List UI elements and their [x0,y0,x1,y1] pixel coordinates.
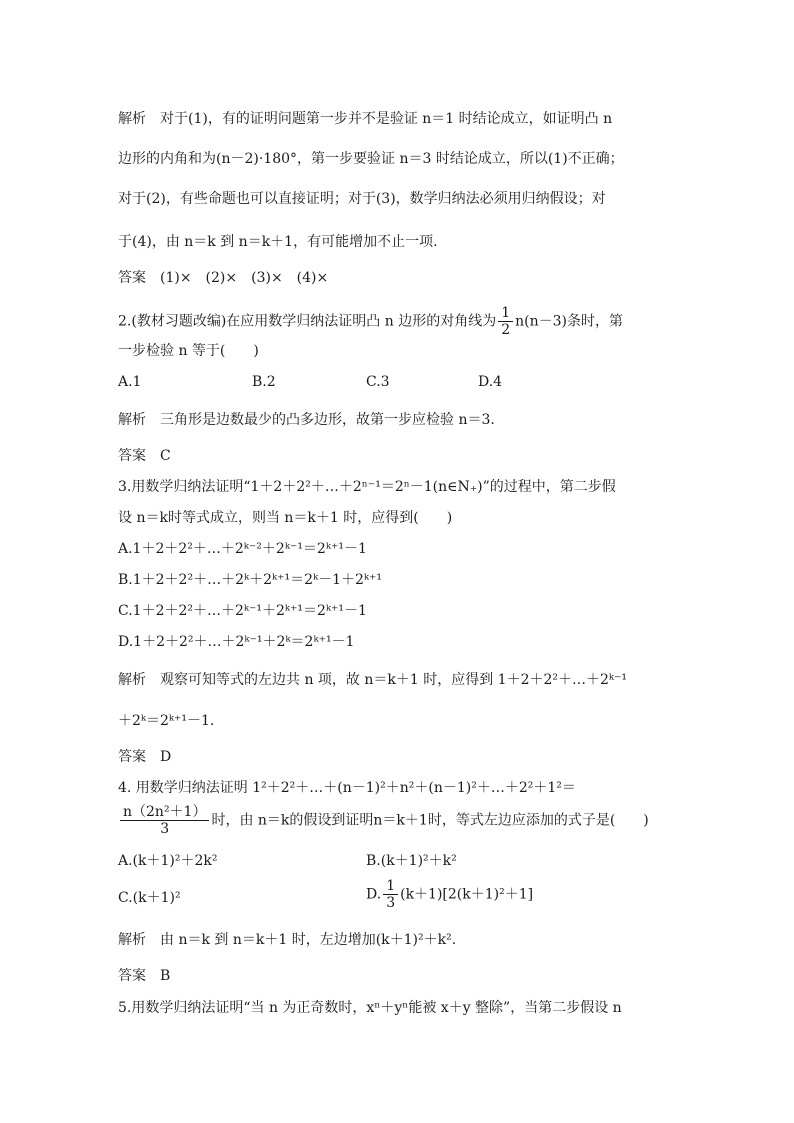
answer-2: 答案 C [118,448,171,464]
q2-option-c: C.3 [366,374,390,390]
fraction-n-2n2-1-over-3: $\frac{\text{n（2n²＋1）}}{3}$ [120,804,209,837]
q4-option-d: D. $\frac{1}{3}$ (k＋1)[2(k＋1)²＋1] [366,878,534,911]
question-2-line-2: 一步检验 n 等于( ) [118,343,259,359]
answer-label: 答案 [118,749,146,765]
answer-4: 答案 B [118,968,171,984]
analysis-2: 解析 三角形是边数最少的凸多边形，故第一步应检验 n＝3. [118,412,495,428]
analysis-1-line-1: 解析 对于(1)，有的证明问题第一步并不是验证 n＝1 时结论成立，如证明凸 n [118,111,613,127]
question-4-line-1: 4. 用数学归纳法证明 1²＋2²＋…＋(n－1)²＋n²＋(n－1)²＋…＋2²＋1²＝ [118,780,576,796]
question-4-line-2: $\frac{\text{n（2n²＋1）}}{3}$ 时，由 n＝k的假设到证明n＝k＋1时，等式左边应添加的式子是( ) [118,804,649,837]
analysis-4: 解析 由 n＝k 到 n＝k＋1 时，左边增加(k＋1)²＋k². [118,932,457,948]
q3-option-a: A.1＋2＋2²＋…＋2ᵏ⁻²＋2ᵏ⁻¹＝2ᵏ⁺¹－1 [118,541,367,557]
fraction-one-third: $\frac{1}{3}$ [383,878,398,911]
question-3-line-2: 设 n＝k时等式成立，则当 n＝k＋1 时，应得到( ) [118,510,453,526]
q3-option-b: B.1＋2＋2²＋…＋2ᵏ＋2ᵏ⁺¹＝2ᵏ－1＋2ᵏ⁺¹ [118,572,383,588]
analysis-3-line-1: 解析 观察可知等式的左边共 n 项，故 n＝k＋1 时，应得到 1＋2＋2²＋…＋2ᵏ⁻¹ [118,672,628,688]
fraction-one-half: $\frac{1}{2}$ [498,305,513,338]
question-5-line-1: 5.用数学归纳法证明“当 n 为正奇数时，xⁿ＋yⁿ能被 x＋y 整除”，当第二步假设 n [118,1000,622,1016]
analysis-label: 解析 [118,932,146,948]
answer-1: 答案 (1)× (2)× (3)× (4)× [118,270,329,286]
q4-option-a: A.(k＋1)²＋2k² [118,853,218,869]
q4-option-b: B.(k＋1)²＋k² [366,853,457,869]
analysis-1-line-4: 于(4)，由 n＝k 到 n＝k＋1，有可能增加不止一项. [118,234,438,250]
q2-option-b: B.2 [252,374,276,390]
question-2-line-1: 2.(教材习题改编)在应用数学归纳法证明凸 n 边形的对角线为 $\frac{1}{2}$ n(n－3)条时，第 [118,305,623,338]
q4-option-c: C.(k＋1)² [118,890,181,906]
analysis-label: 解析 [118,672,146,688]
analysis-label: 解析 [118,412,146,428]
analysis-1-line-3: 对于(2)，有些命题也可以直接证明；对于(3)，数学归纳法必须用归纳假设；对 [118,191,606,207]
analysis-1-line-2: 边形的内角和为(n－2)·180°，第一步要验证 n＝3 时结论成立，所以(1)不正确； [118,151,624,167]
answer-label: 答案 [118,270,146,286]
answer-3: 答案 D [118,749,172,765]
q2-option-a: A.1 [118,374,142,390]
question-3-line-1: 3.用数学归纳法证明“1＋2＋2²＋…＋2ⁿ⁻¹＝2ⁿ－1(n∈N₊)”的过程中，第二步假 [118,479,616,495]
analysis-3-line-2: ＋2ᵏ＝2ᵏ⁺¹－1. [118,713,215,729]
q3-option-d: D.1＋2＋2²＋…＋2ᵏ⁻¹＋2ᵏ＝2ᵏ⁺¹－1 [118,634,355,650]
analysis-label: 解析 [118,111,146,127]
answer-label: 答案 [118,448,146,464]
answer-label: 答案 [118,968,146,984]
q2-option-d: D.4 [478,374,503,390]
q3-option-c: C.1＋2＋2²＋…＋2ᵏ⁻¹＋2ᵏ⁺¹＝2ᵏ⁺¹－1 [118,603,367,619]
